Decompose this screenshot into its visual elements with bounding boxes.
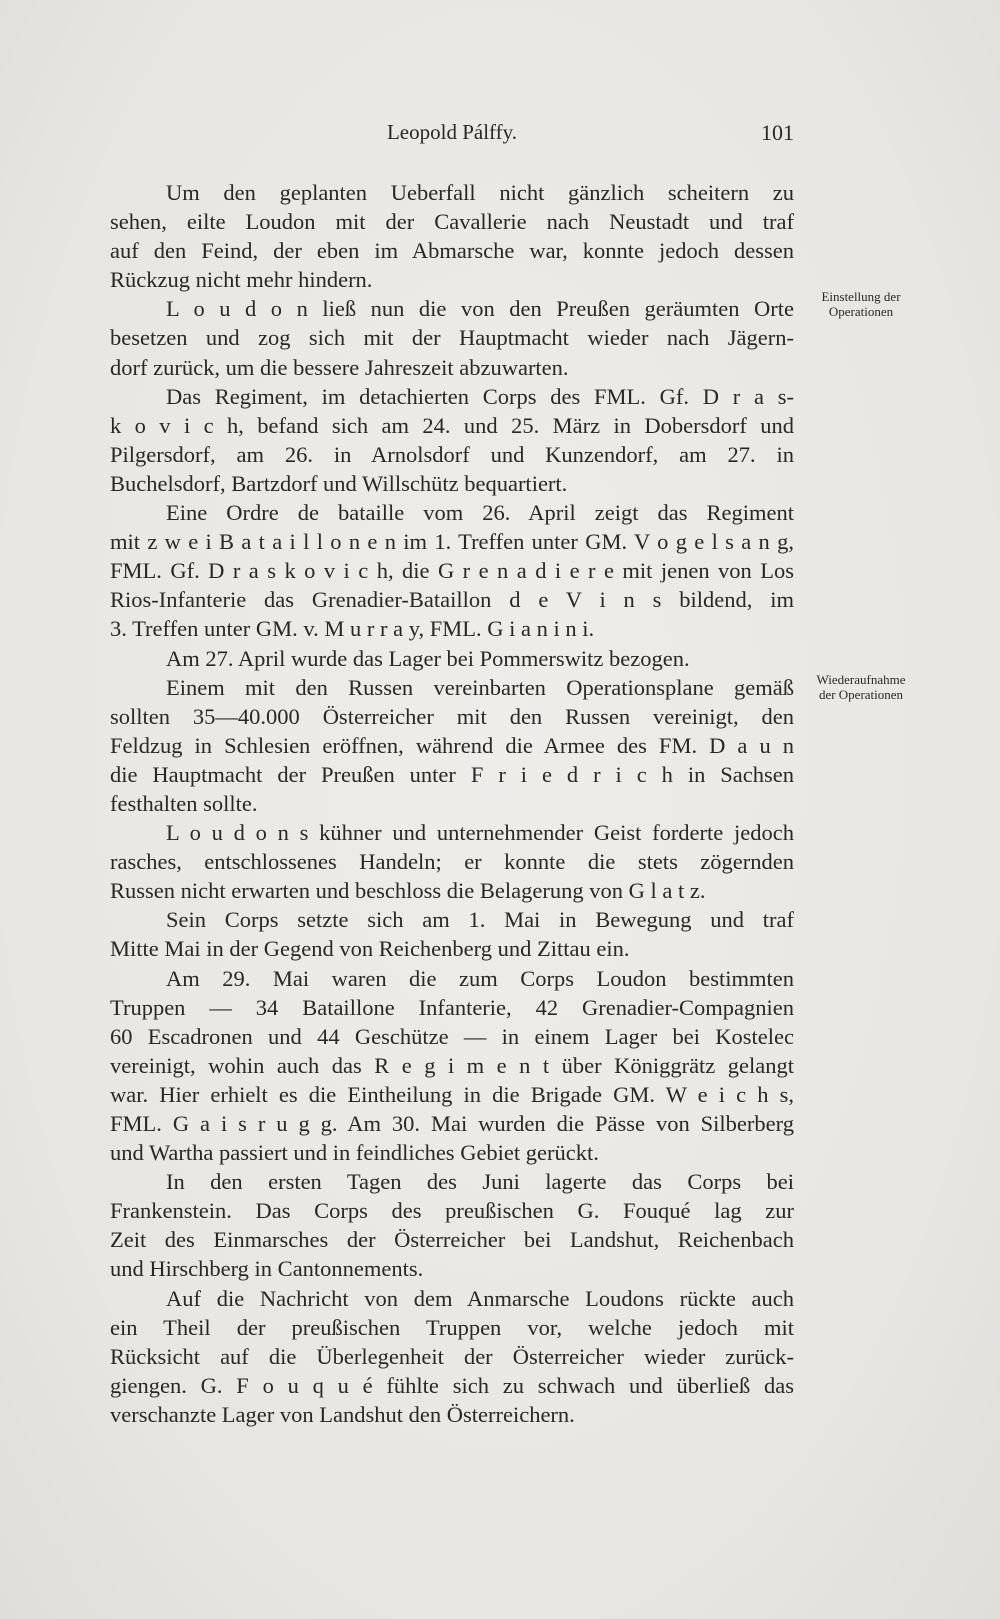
text-line: sehen, eilte Loudon mit der Cavallerie nach Neustadt und traf bbox=[110, 209, 794, 235]
text-line: Truppen — 34 Bataillone Infanterie, 42 Grenadier-Compagnien bbox=[110, 994, 794, 1020]
text-line: mit z w e i B a t a i l l o n e n im 1. Treffen unter GM. V o g e l s a n g, bbox=[110, 529, 794, 555]
text-line: Einem mit den Russen vereinbarten Operationsplane gemäß bbox=[166, 674, 794, 700]
body-text bbox=[110, 178, 794, 1429]
text-line: Buchelsdorf, Bartzdorf und Willschütz bequartiert. bbox=[110, 470, 568, 496]
text-line: Pilgersdorf, am 26. in Arnolsdorf und Kunzendorf, am 27. in bbox=[110, 441, 794, 467]
text-line: vereinigt, wohin auch das R e g i m e n t über Königgrätz gelangt bbox=[110, 1052, 794, 1078]
text-line: Sein Corps setzte sich am 1. Mai in Bewegung und traf bbox=[166, 907, 794, 933]
running-header bbox=[110, 120, 794, 150]
text-line: festhalten sollte. bbox=[110, 790, 258, 816]
text-line: Rücksicht auf die Überlegenheit der Österreicher wieder zurück- bbox=[110, 1343, 794, 1369]
text-line: L o u d o n ließ nun die von den Preußen geräumten Orte bbox=[166, 296, 794, 322]
text-line: 3. Treffen unter GM. v. M u r r a y, FML. G i a n i n i. bbox=[110, 616, 595, 642]
text-line: Feldzug in Schlesien eröffnen, während die Armee des FM. D a u n bbox=[110, 732, 794, 758]
margin-note-einstellung bbox=[802, 289, 920, 319]
text-line: verschanzte Lager von Landshut den Österreichern. bbox=[110, 1401, 575, 1427]
text-line: rasches, entschlossenes Handeln; er konnte die stets zögernden bbox=[110, 849, 794, 875]
text-line: Mitte Mai in der Gegend von Reichenberg und Zittau ein. bbox=[110, 936, 630, 962]
text-line: ein Theil der preußischen Truppen vor, welche jedoch mit bbox=[110, 1314, 794, 1340]
page-number: 101 bbox=[761, 120, 794, 145]
running-title: Leopold Pálffy. bbox=[386, 120, 518, 144]
margin-note-line: Wiederaufnahme bbox=[816, 672, 906, 687]
text-line: Eine Ordre de bataille vom 26. April zeigt das Regiment bbox=[166, 500, 794, 526]
text-line: und Wartha passiert und in feindliches Gebiet gerückt. bbox=[110, 1140, 599, 1166]
text-line: Das Regiment, im detachierten Corps des FML. Gf. D r a s- bbox=[166, 383, 794, 409]
text-line: sollten 35—40.000 Österreicher mit den Russen vereinigt, den bbox=[110, 703, 794, 729]
text-line: Rückzug nicht mehr hindern. bbox=[110, 267, 373, 293]
text-line: besetzen und zog sich mit der Hauptmacht wieder nach Jägern- bbox=[110, 325, 794, 351]
margin-note-line: Einstellung der bbox=[821, 289, 901, 304]
text-line: FML. Gf. D r a s k o v i c h, die G r e n a d i e r e mit jenen von Los bbox=[110, 558, 794, 584]
text-line: auf den Feind, der eben im Abmarsche war, konnte jedoch dessen bbox=[110, 238, 794, 264]
text-line: Am 27. April wurde das Lager bei Pommerswitz bezogen. bbox=[166, 645, 690, 671]
text-line: Zeit des Einmarsches der Österreicher bei Landshut, Reichenbach bbox=[110, 1227, 794, 1253]
text-line: FML. G a i s r u g g. Am 30. Mai wurden die Pässe von Silberberg bbox=[110, 1111, 794, 1136]
text-line: In den ersten Tagen des Juni lagerte das Corps bei bbox=[166, 1169, 794, 1195]
margin-note-wiederaufnahme bbox=[802, 672, 920, 702]
text-line: k o v i c h, befand sich am 24. und 25. März in Dobersdorf und bbox=[110, 412, 794, 438]
text-line: Russen nicht erwarten und beschloss die Belagerung von G l a t z. bbox=[110, 878, 706, 904]
text-line: war. Hier erhielt es die Eintheilung in die Brigade GM. W e i c h s, bbox=[110, 1081, 794, 1107]
text-line: Frankenstein. Das Corps des preußischen G. Fouqué lag zur bbox=[110, 1198, 794, 1224]
text-line: dorf zurück, um die bessere Jahreszeit abzuwarten. bbox=[110, 354, 569, 380]
margin-note-line: der Operationen bbox=[818, 687, 904, 702]
text-line: Rios-Infanterie das Grenadier-Bataillon d e V i n s bildend, im bbox=[110, 587, 794, 613]
margin-note-line: Operationen bbox=[828, 304, 894, 319]
text-line: Um den geplanten Ueberfall nicht gänzlich scheitern zu bbox=[166, 180, 794, 205]
text-line: L o u d o n s kühner und unternehmender Geist forderte jedoch bbox=[166, 820, 794, 846]
text-line: und Hirschberg in Cantonnements. bbox=[110, 1256, 424, 1282]
text-line: giengen. G. F o u q u é fühlte sich zu schwach und überließ das bbox=[110, 1372, 794, 1398]
text-line: die Hauptmacht der Preußen unter F r i e d r i c h in Sachsen bbox=[110, 761, 794, 787]
text-line: Am 29. Mai waren die zum Corps Loudon bestimmten bbox=[166, 965, 794, 991]
text-line: Auf die Nachricht von dem Anmarsche Loudons rückte auch bbox=[166, 1285, 794, 1311]
text-line: 60 Escadronen und 44 Geschütze — in einem Lager bei Kostelec bbox=[110, 1023, 794, 1049]
